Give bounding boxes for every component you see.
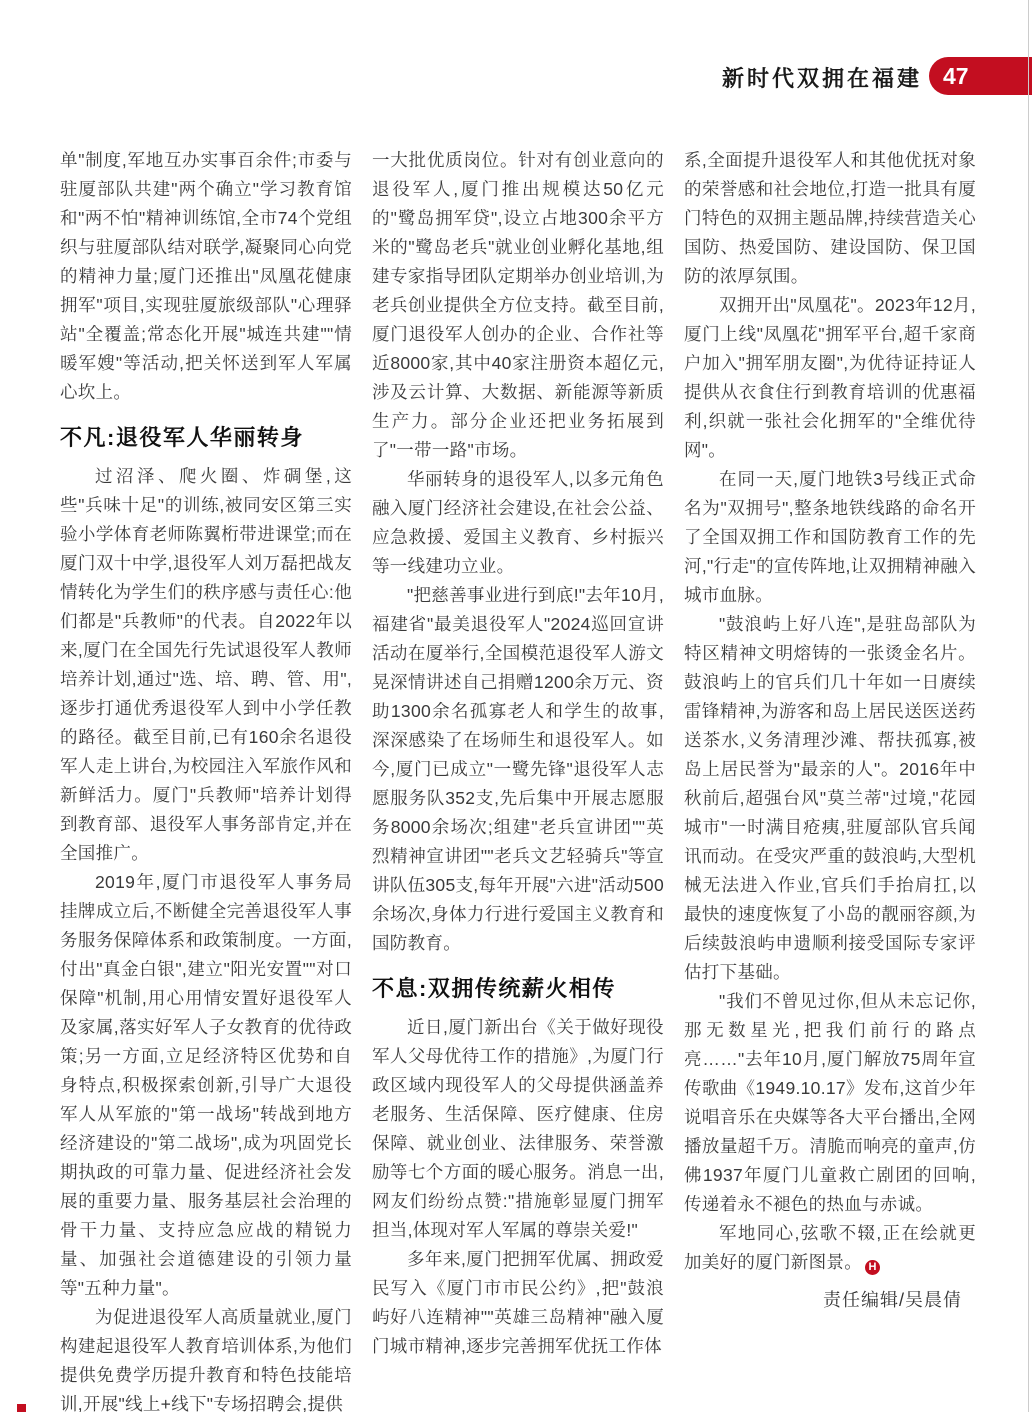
paragraph: 多年来,厦门把拥军优属、拥政爱民写入《厦门市市民公约》,把"鼓浪屿好八连精神""英雄三岛精神"融入厦门城市精神,逐步完善拥军优抚工作体 bbox=[372, 1249, 664, 1356]
page-number: 47 bbox=[943, 63, 969, 89]
paragraph: "把慈善事业进行到底!"去年10月,福建省"最美退役军人"2024巡回宣讲活动在厦举行,全国模范退役军人游文晃深情讲述自己捐赠1200余万元、资助1300余名孤寡老人和学生的故事,深深感染了在场师生和退役军人。如今,厦门已成立"一鹭先锋"退役军人志愿服务队352支,先后集中开展志愿服务8000余场次;组建"老兵宣讲团""英烈精神宣讲团""老兵文艺轻骑兵"等宣讲队伍305支,每年开展"六进"活动500余场次,身体力行进行爱国主义教育和国防教育。 bbox=[372, 585, 665, 953]
paragraph: 双拥开出"凤凰花"。2023年12月,厦门上线"凤凰花"拥军平台,超千家商户加入"拥军朋友圈",为优待证持证人提供从衣食住行到教育培训的优惠福利,织就一张社会化拥军的"全维优待网"。 bbox=[684, 295, 976, 460]
paragraph: 为促进退役军人高质量就业,厦门构建起退役军人教育培训体系,为他们提供免费学历提升教育和特色技能培训,开展"线上+线下"专场招聘会,提供 bbox=[60, 1307, 352, 1412]
paragraph-closing bbox=[684, 1219, 976, 1277]
paragraph: 系,全面提升退役军人和其他优抚对象的荣誉感和社会地位,打造一批具有厦门特色的双拥主题品牌,持续营造关心国防、热爱国防、建设国防、保卫国防的浓厚氛围。 bbox=[684, 150, 976, 286]
paragraph: 华丽转身的退役军人,以多元角色融入厦门经济社会建设,在社会公益、应急救援、爱国主义教育、乡村振兴等一线建功立业。 bbox=[372, 469, 664, 576]
column-middle bbox=[372, 146, 664, 1361]
editor-credit: 责任编辑/吴晨倩 bbox=[822, 1290, 962, 1310]
page-edge-line bbox=[1028, 0, 1029, 1412]
paragraph: 2019年,厦门市退役军人事务局挂牌成立后,不断健全完善退役军人事务服务保障体系和政策制度。一方面,付出"真金白银",建立"阳光安置""对口保障"机制,用心用情安置好退役军人及家属,落实好军人子女教育的优待政策;另一方面,立足经济特区优势和自身特点,积极探索创新,引导广大退役军人从军旅的"第一战场"转战到地方经济建设的"第二战场",成为巩固党长期执政的可靠力量、促进经济社会发展的重要力量、服务基层社会治理的骨干力量、支持应急应战的精锐力量、加强社会道德建设的引领力量等"五种力量"。 bbox=[60, 872, 352, 1298]
article-end-icon: H bbox=[865, 1260, 880, 1275]
paragraph: 过沼泽、爬火圈、炸碉堡,这些"兵味十足"的训练,被同安区第三实验小学体育老师陈翼桁带进课堂;而在厦门双十中学,退役军人刘万磊把战友情转化为学生们的秩序感与责任心:他们都是"兵教师"的代表。自2022年以来,厦门在全国先行先试退役军人教师培养计划,通过"选、培、聘、管、用",逐步打通优秀退役军人到中小学任教的路径。截至目前,已有160余名退役军人走上讲台,为校园注入军旅作风和新鲜活力。厦门"兵教师"培养计划得到教育部、退役军人事务部肯定,并在全国推广。 bbox=[60, 466, 352, 863]
corner-red-mark bbox=[17, 1404, 26, 1412]
paragraph: "鼓浪屿上好八连",是驻岛部队为特区精神文明熔铸的一张烫金名片。鼓浪屿上的官兵们几十年如一日赓续雷锋精神,为游客和岛上居民送医送药送茶水,义务清理沙滩、帮扶孤寡,被岛上居民誉为"最亲的人"。2016年中秋前后,超强台风"莫兰蒂"过境,"花园城市"一时满目疮痍,驻厦部队官兵闻讯而动。在受灾严重的鼓浪屿,大型机械无法进入作业,官兵们手抬肩扛,以最快的速度恢复了小岛的靓丽容颜,为后续鼓浪屿申遗顺利接受国际专家评估打下基础。 bbox=[684, 614, 976, 982]
paragraph: 单"制度,军地互办实事百余件;市委与驻厦部队共建"两个确立"学习教育馆和"两不怕"精神训练馆,全市74个党组织与驻厦部队结对联学,凝聚同心向党的精神力量;厦门还推出"凤凰花健康拥军"项目,实现驻厦旅级部队"心理驿站"全覆盖;常态化开展"城连共建""情暖军嫂"等活动,把关怀送到军人军属心坎上。 bbox=[60, 150, 352, 402]
section-heading-buxi: 不息:双拥传统薪火相传 bbox=[372, 976, 616, 1001]
paragraph: 近日,厦门新出台《关于做好现役军人父母优待工作的措施》,为厦门行政区域内现役军人的父母提供涵盖养老服务、生活保障、医疗健康、住房保障、就业创业、法律服务、荣誉激励等七个方面的暖心服务。消息一出,网友们纷纷点赞:"措施彰显厦门拥军担当,体现对军人军属的尊崇关爱!" bbox=[372, 1017, 664, 1240]
column-right bbox=[684, 146, 976, 1277]
page-header-title: 新时代双拥在福建 bbox=[721, 66, 922, 91]
paragraph: 在同一天,厦门地铁3号线正式命名为"双拥号",整条地铁线路的命名开了全国双拥工作和国防教育工作的先河,"行走"的宣传阵地,让双拥精神融入城市血脉。 bbox=[684, 469, 976, 605]
paragraph: 一大批优质岗位。针对有创业意向的退役军人,厦门推出规模达50亿元的"鹭岛拥军贷",设立占地300余平方米的"鹭岛老兵"就业创业孵化基地,组建专家指导团队定期举办创业培训,为老兵创业提供全方位支持。截至目前,厦门退役军人创办的企业、合作社等近8000家,其中40家注册资本超亿元,涉及云计算、大数据、新能源等新质生产力。部分企业还把业务拓展到了"一带一路"市场。 bbox=[372, 150, 664, 460]
section-heading-bufan: 不凡:退役军人华丽转身 bbox=[60, 425, 304, 450]
closing-text: 军地同心,弦歌不辍,正在绘就更加美好的厦门新图景。 bbox=[684, 1223, 976, 1272]
page-number-badge bbox=[929, 57, 1032, 95]
paragraph: "我们不曾见过你,但从未忘记你,那无数星光,把我们前行的路点亮……"去年10月,厦门解放75周年宣传歌曲《1949.10.17》发布,这首少年说唱音乐在央媒等各大平台播出,全网播放量超千万。清脆而响亮的童声,仿佛1937年厦门儿童救亡剧团的回响,传递着永不褪色的热血与赤诚。 bbox=[684, 991, 976, 1214]
column-left bbox=[60, 146, 352, 1412]
